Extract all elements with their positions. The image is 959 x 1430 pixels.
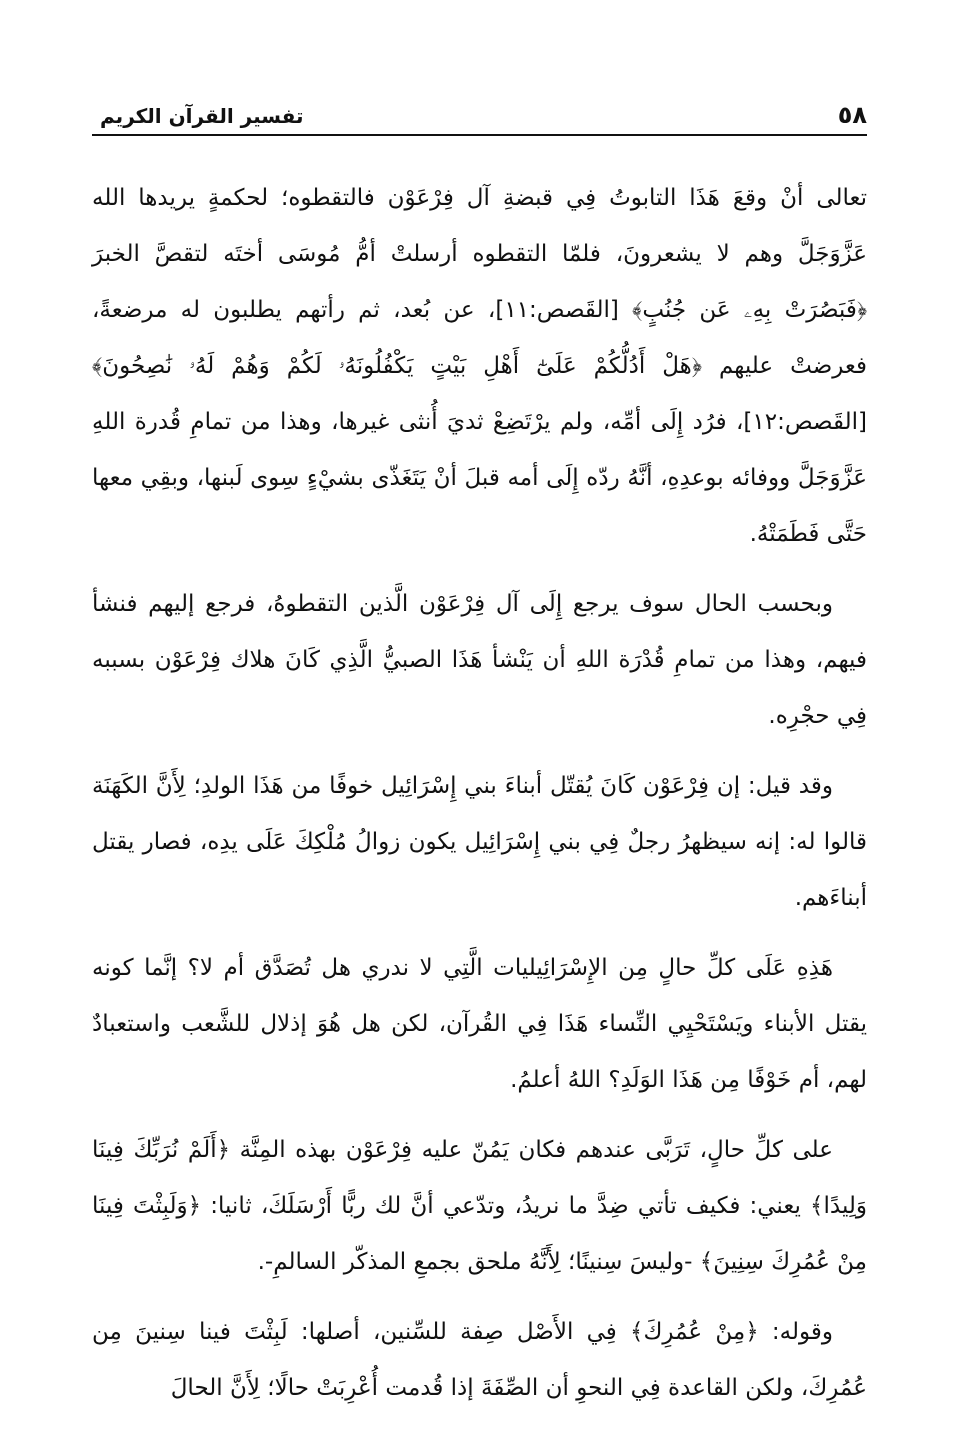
paragraph: وبحسب الحال سوف يرجع إِلَى آل فِرْعَوْن الَّذين التقطوهُ، فرجع إليهم فنشأ فيهم، وهذا من تمامِ قُدْرَة اللهِ أن يَنْشأ هَذَا الصبيُّ الَّذِي كَانَ هلاك فِرْعَوْن بسببه فِي حجْرِه. xyxy=(92,591,867,729)
paragraph: هَذِهِ عَلَى كلِّ حالٍ مِن الإِسْرَائِيليات الَّتِي لا ندري هل تُصَدَّق أم لا؟ إنَّما كونه يقتل الأبناء ويَسْتَحْيِي النِّساء هَذَا فِي القُرآن، لكن هل هُوَ إذلال للشَّعب واستعبادٌ لهم، أم خَوْفًا مِن هَذَا الوَلَدِ؟ اللهُ أعلمُ. xyxy=(92,955,867,1093)
paragraph: على كلِّ حالٍ، تَرَبَّى عندهم فكان يَمُنّ عليه فِرْعَوْن بهذه المِنَّة ﴿أَلَمْ نُرَبِّكَ فِينَا وَلِيدًا﴾ يعني: فكيف تأتي ضِدَّ ما نريدُ، وتدّعي أنَّ لك ربًّا أَرْسَلَكَ، ثانيا: ﴿وَلَبِثْتَ فِينَا مِنْ عُمُرِكَ سِنِينَ﴾ -وليسَ سِنينًا؛ لِأَنَّهُ ملحق بجمعِ المذكّر السالمِ-. xyxy=(92,1137,867,1275)
paragraph: وقد قيل: إن فِرْعَوْن كَانَ يُقتّل أبناءَ بني إِسْرَائِيل خوفًا من هَذَا الولدِ؛ لِأَنَّ الكَهَنَة قالوا له: إنه سيظهرُ رجلٌ فِي بني إِسْرَائِيل يكون زوالُ مُلْكِكَ عَلَى يدِه، فصار يقتل أبناءَهم. xyxy=(92,773,867,911)
page-number: ٥٨ xyxy=(837,101,867,129)
running-title: تفسير القرآن الكريم xyxy=(100,104,304,128)
paragraph: وقوله: ﴿مِنْ عُمُرِكَ﴾ فِي الأَصْل صِفة للسِّنين، أصلها: لَبِثْتَ فينا سِنينَ مِن عُمُرِكَ، ولكن القاعدة فِي النحوِ أن الصِّفَةَ إذا قُدمت أُعْرِبَتْ حالًا؛ لِأَنَّ الحالَ xyxy=(92,1319,867,1401)
page-header xyxy=(92,98,867,136)
page-body xyxy=(92,170,867,1430)
paragraph: تعالى أنْ وقعَ هَذَا التابوتُ فِي قبضةِ آل فِرْعَوْن فالتقطوه؛ لحكمةٍ يريدها الله عَزَّوَجَلَّ وهم لا يشعرونَ، فلمّا التقطوه أرسلتْ أمُّ مُوسَى أختَه لتقصَّ الخبرَ ﴿فَبَصُرَتْ بِهِۦ عَن جُنُبٍ﴾ [القَصص:١١]، عن بُعد، ثم رأتهم يطلبون له مرضعةً، فعرضتْ عليهم ﴿هَلْ أَدُلُّكُمْ عَلَىٰٓ أَهْلِ بَيْتٍ يَكْفُلُونَهُۥ لَكُمْ وَهُمْ لَهُۥ نَٰصِحُونَ﴾ [القَصص:١٢]، فرُد إِلَى أمِّه، ولم يرْتَضِعْ ثديَ أُنثى غيرها، وهذا من تمامِ قُدرة اللهِ عَزَّوَجَلَّ ووفائه بوعدِهِ، أنَّهُ ردّه إِلَى أمه قبلَ أنْ يَتَغَذّى بشيْءٍ سِوى لَبنها، وبقِي معها حَتَّى فَطَمَتْهُ. xyxy=(92,185,868,547)
